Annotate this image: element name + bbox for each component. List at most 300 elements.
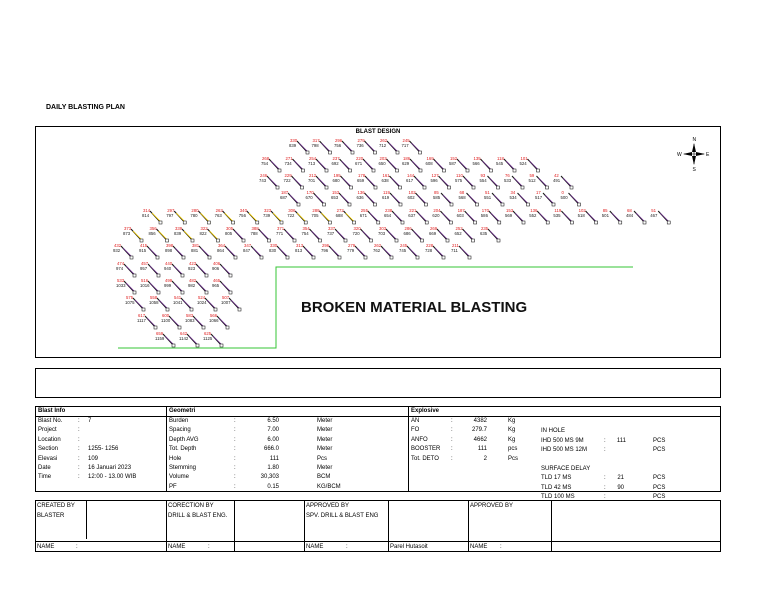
hole-marker [328, 221, 331, 224]
hole-marker [140, 239, 143, 242]
hole-firing-time: 652 [454, 231, 462, 236]
blast-hole [164, 278, 184, 294]
explosive-unit: Kg [508, 418, 516, 424]
blast-hole [280, 190, 300, 206]
hole-marker [238, 308, 241, 311]
hole-marker [133, 291, 136, 294]
hole-delay-number: 323 [264, 208, 272, 213]
hole-delay-number: 102 [578, 208, 586, 213]
hole-delay-number: 245 [402, 138, 410, 143]
hole-marker [446, 239, 449, 242]
hole-delay-number: 423 [189, 261, 197, 266]
hole-delay-number: 347 [244, 243, 252, 248]
blast-hole [113, 243, 133, 259]
blast-hole [191, 243, 211, 259]
hole-marker [312, 256, 315, 259]
blast-hole [263, 208, 283, 224]
hole-delay-number: 93 [480, 173, 486, 178]
blast-hole [332, 156, 352, 172]
hole-delay-number: 34 [510, 190, 516, 195]
hole-marker [242, 239, 245, 242]
hole-firing-time: 1041 [173, 300, 183, 305]
hole-firing-time: 737 [327, 231, 335, 236]
blast-hole [510, 190, 530, 206]
geometri-unit: Meter [317, 427, 333, 434]
blast-hole [221, 295, 241, 311]
hole-firing-time: 587 [449, 161, 457, 166]
hole-delay-number: 187 [457, 208, 465, 213]
hole-firing-time: 873 [123, 231, 131, 236]
hole-firing-time: 1117 [137, 318, 146, 323]
blast-hole [402, 138, 422, 154]
geometri-label: Hole [169, 455, 182, 462]
blast-hole [217, 243, 237, 259]
blast-info-sep: : [78, 474, 80, 481]
hole-firing-time: 680 [332, 178, 340, 183]
hole-marker [522, 221, 525, 224]
hole-delay-number: 317 [312, 138, 320, 143]
hole-firing-time: 687 [280, 195, 288, 200]
blast-hole [311, 208, 331, 224]
hole-marker [191, 239, 194, 242]
hole-marker [166, 308, 169, 311]
column-divider [408, 407, 409, 491]
hole-marker [205, 274, 208, 277]
blast-hole [373, 243, 393, 259]
hole-firing-time: 720 [352, 231, 360, 236]
hole-marker [351, 151, 354, 154]
hole-firing-time: 688 [335, 213, 343, 218]
name-label-3: NAME [306, 544, 324, 550]
hole-marker [329, 151, 332, 154]
hole-firing-time: 906 [212, 266, 220, 271]
blast-info-label: Date [38, 465, 51, 471]
hole-delay-number: 228 [426, 243, 434, 248]
hole-delay-number: 457 [141, 261, 149, 266]
hole-firing-time: 813 [295, 248, 303, 253]
in-hole-unit: PCS [653, 447, 666, 454]
geometri-sep: : [234, 483, 236, 490]
hole-marker [217, 239, 220, 242]
blast-hole [360, 208, 380, 224]
blast-hole [520, 156, 540, 172]
hole-delay-number: 127 [431, 173, 439, 178]
hole-marker [226, 326, 229, 329]
hole-firing-time: 713 [308, 161, 316, 166]
hole-firing-time: 923 [188, 266, 196, 271]
hole-delay-number: 465 [213, 278, 221, 283]
hole-marker [372, 169, 375, 172]
hole-marker [229, 291, 232, 294]
hole-marker [256, 221, 259, 224]
hole-delay-number: 600 [162, 313, 170, 318]
blast-hole [529, 173, 549, 189]
column-divider [388, 501, 389, 551]
explosive-label: FO [411, 427, 420, 434]
blast-hole [480, 226, 500, 242]
explosive-label: BOOSTER [411, 446, 441, 453]
in-hole-label: IHD 500 MS 9M [541, 437, 584, 444]
name-sep-3: : [346, 544, 348, 550]
blast-hole [357, 173, 377, 189]
geometri-unit: KG/BCM [317, 483, 341, 490]
hole-delay-number: 337 [328, 226, 336, 231]
hole-firing-time: 534 [509, 195, 517, 200]
blast-hole [408, 190, 428, 206]
hole-delay-number: 68 [459, 190, 465, 195]
blast-hole [384, 208, 404, 224]
hole-firing-time: 830 [269, 248, 277, 253]
explosive-sep: : [451, 446, 453, 453]
hole-marker [416, 256, 419, 259]
hole-delay-number: 541 [174, 295, 182, 300]
blast-hole [243, 243, 263, 259]
hole-firing-time: 575 [455, 178, 463, 183]
hole-marker [190, 308, 193, 311]
explosive-label: AN [411, 418, 420, 424]
hole-marker [208, 256, 211, 259]
hole-firing-time: 722 [283, 178, 291, 183]
hole-delay-number: 575 [126, 295, 134, 300]
hole-marker [450, 203, 453, 206]
blast-hole [399, 243, 419, 259]
column-divider [166, 407, 167, 491]
blast-hole [379, 138, 399, 154]
hole-firing-time: 805 [225, 231, 233, 236]
explosive-unit: Kg [508, 436, 516, 443]
blast-info-label: Section [38, 446, 59, 453]
hole-delay-number: 51 [485, 190, 490, 195]
hole-marker [302, 169, 305, 172]
geometri-sep: : [234, 418, 236, 424]
hole-marker [395, 239, 398, 242]
hole-firing-time: 756 [238, 213, 246, 218]
geometri-value: 7.00 [267, 427, 279, 434]
column-divider [234, 501, 235, 551]
blast-hole [425, 243, 445, 259]
blast-hole [212, 278, 232, 294]
hole-delay-number: 566 [210, 313, 218, 318]
hole-marker [130, 256, 133, 259]
hole-firing-time: 957 [140, 266, 148, 271]
hole-marker [232, 221, 235, 224]
blast-hole [285, 156, 305, 172]
hole-firing-time: 1024 [197, 300, 207, 305]
hole-delay-number: 474 [117, 261, 125, 266]
hole-marker [323, 203, 326, 206]
hole-firing-time: 608 [425, 161, 433, 166]
hole-delay-number: 254 [309, 156, 317, 161]
hole-marker [181, 274, 184, 277]
hole-firing-time: 535 [553, 213, 561, 218]
hole-delay-number: 415 [140, 243, 148, 248]
hole-marker [234, 256, 237, 259]
hole-delay-number: 262 [374, 243, 382, 248]
hole-firing-time: 881 [191, 248, 199, 253]
blast-hole [251, 226, 271, 242]
geometri-label: Spacing [169, 427, 191, 434]
explosive-sep: : [451, 455, 453, 462]
hole-delay-number: 440 [165, 261, 173, 266]
hole-delay-number: 340 [239, 208, 247, 213]
hole-firing-time: 736 [356, 143, 364, 148]
hole-delay-number: 406 [213, 261, 221, 266]
blast-hole [481, 208, 501, 224]
hole-delay-number: 51 [651, 208, 656, 213]
hole-firing-time: 847 [243, 248, 251, 253]
hole-firing-time: 518 [577, 213, 585, 218]
hole-firing-time: 798 [311, 143, 319, 148]
hole-firing-time: 585 [433, 195, 441, 200]
surface-delay-value: 90 [617, 484, 624, 491]
hole-delay-number: 330 [290, 138, 298, 143]
geometri-unit: Meter [317, 446, 333, 453]
blast-hole [188, 278, 208, 294]
hole-marker [348, 203, 351, 206]
hole-firing-time: 762 [373, 248, 381, 253]
blast-hole [561, 190, 581, 206]
hole-marker [501, 203, 504, 206]
hole-delay-number: 118 [497, 156, 504, 161]
hole-marker [498, 221, 501, 224]
hole-delay-number: 268 [262, 156, 270, 161]
blast-hole [650, 208, 670, 224]
hole-marker [338, 256, 341, 259]
hole-delay-number: 186 [403, 156, 411, 161]
hole-marker [396, 169, 399, 172]
hole-marker [399, 186, 402, 189]
hole-firing-time: 982 [188, 283, 196, 288]
blast-hole [432, 208, 452, 224]
hole-delay-number: 238 [385, 208, 393, 213]
hole-marker [497, 239, 500, 242]
hole-marker [472, 186, 475, 189]
blast-hole [139, 243, 159, 259]
hole-delay-number: 178 [358, 173, 366, 178]
hole-firing-time: 635 [480, 231, 488, 236]
blast-info-sep: : [78, 446, 80, 453]
hole-delay-number: 229 [284, 173, 292, 178]
name-label-4: NAME [470, 544, 488, 550]
hole-marker [297, 203, 300, 206]
blast-hole [269, 243, 289, 259]
blast-info-sep: : [78, 418, 80, 424]
column-divider [86, 501, 87, 539]
hole-delay-number: 152 [450, 156, 458, 161]
hole-marker [182, 256, 185, 259]
hole-firing-time: 1083 [185, 318, 195, 323]
hole-marker [448, 186, 451, 189]
hole-delay-number: 296 [322, 243, 330, 248]
hole-delay-number: 583 [186, 313, 194, 318]
explosive-value: 4662 [473, 436, 487, 443]
hole-delay-number: 381 [192, 243, 200, 248]
hole-marker [396, 151, 399, 154]
geometri-value: 6.50 [267, 418, 279, 424]
hole-marker [220, 344, 223, 347]
correction-by-role: DRILL & BLAST ENG. [168, 513, 228, 519]
blast-hole [459, 190, 479, 206]
geometri-unit: BCM [317, 474, 331, 481]
hole-firing-time: 653 [331, 195, 339, 200]
blast-info-sep: : [78, 427, 80, 434]
compass-w: W [677, 152, 682, 158]
geometri-unit: Meter [317, 436, 333, 443]
blast-hole [261, 156, 281, 172]
hole-firing-time: 554 [479, 178, 487, 183]
hole-delay-number: 659 [156, 331, 164, 336]
explosive-sep: : [451, 418, 453, 424]
hole-marker [325, 169, 328, 172]
hole-firing-time: 566 [472, 161, 480, 166]
blast-hole [578, 208, 598, 224]
hole-marker [643, 221, 646, 224]
blast-info-label: Location [38, 436, 61, 443]
blast-hole [321, 243, 341, 259]
blast-hole [505, 208, 525, 224]
blast-hole [164, 261, 184, 277]
geometri-value: 1.80 [267, 465, 279, 471]
blast-info-value: 16 Januari 2023 [88, 465, 132, 471]
surface-delay-value: 21 [617, 475, 624, 482]
blast-hole [185, 313, 205, 329]
blast-hole [284, 173, 304, 189]
compass-n: N [692, 137, 697, 143]
hole-marker [546, 221, 549, 224]
blast-hole [166, 208, 186, 224]
blast-hole [496, 156, 516, 172]
blast-hole [353, 226, 373, 242]
hole-delay-number: 297 [167, 208, 175, 213]
hole-marker [374, 186, 377, 189]
hole-firing-time: 552 [529, 213, 537, 218]
geometri-sep: : [234, 446, 236, 453]
hole-marker [619, 221, 622, 224]
blast-design-title: BLAST DESIGN [355, 129, 401, 135]
hole-delay-number: 388 [251, 226, 259, 231]
hole-marker [306, 151, 309, 154]
approved-by-label-1: APPROVED BY [306, 503, 350, 509]
hole-marker [319, 239, 322, 242]
geometri-label: Stemming [169, 465, 197, 471]
hole-marker [172, 344, 175, 347]
hole-marker [349, 169, 352, 172]
blast-hole [116, 261, 136, 277]
hole-delay-number: 221 [409, 208, 417, 213]
hole-firing-time: 669 [429, 231, 437, 236]
hole-firing-time: 569 [505, 213, 513, 218]
hole-firing-time: 670 [305, 195, 313, 200]
hole-delay-number: 59 [529, 173, 535, 178]
blast-hole [331, 190, 351, 206]
hole-marker [183, 221, 186, 224]
hole-firing-time: 517 [535, 195, 543, 200]
hole-marker [181, 291, 184, 294]
hole-marker [293, 239, 296, 242]
created-by-role: BLASTER [37, 513, 65, 519]
blast-hole [289, 138, 309, 154]
hole-delay-number: 161 [382, 173, 390, 178]
blast-hole [200, 226, 220, 242]
hole-delay-number: 516 [141, 278, 149, 283]
hole-firing-time: 839 [174, 231, 182, 236]
hole-firing-time: 484 [626, 213, 634, 218]
geometri-header: Geometri [169, 408, 196, 414]
hole-delay-number: 271 [285, 156, 293, 161]
hole-delay-number: 135 [473, 156, 481, 161]
hole-firing-time: 717 [401, 143, 409, 148]
blast-hole [535, 190, 555, 206]
hole-firing-time: 711 [451, 248, 458, 253]
blast-hole [455, 226, 475, 242]
geometri-sep: : [234, 474, 236, 481]
hole-firing-time: 467 [650, 213, 658, 218]
compass-e: E [706, 152, 710, 158]
hole-marker [154, 326, 157, 329]
hole-marker [159, 221, 162, 224]
hole-firing-time: 603 [456, 213, 464, 218]
hole-firing-time: 743 [259, 178, 267, 183]
hole-firing-time: 1007 [221, 300, 231, 305]
hole-delay-number: 212 [309, 173, 317, 178]
blast-hole [308, 156, 328, 172]
in-hole-value: 111 [616, 437, 626, 444]
hole-firing-time: 814 [142, 213, 150, 218]
blast-hole [408, 208, 428, 224]
blast-hole [140, 261, 160, 277]
hole-delay-number: 170 [481, 208, 489, 213]
hole-delay-number: 211 [452, 243, 459, 248]
blast-hole [357, 138, 377, 154]
geometri-label: Depth AVG [169, 436, 199, 443]
hole-firing-time: 705 [311, 213, 319, 218]
geometri-unit: Pcs [317, 455, 328, 462]
geometri-unit: Meter [317, 465, 333, 471]
hole-marker [537, 169, 540, 172]
hole-firing-time: 654 [384, 213, 392, 218]
blast-hole [259, 173, 279, 189]
approved-by-label-2: APPROVED BY [470, 503, 514, 509]
hole-delay-number: 303 [379, 226, 387, 231]
in-hole-label: IHD 500 MS 12M [541, 447, 588, 454]
blast-hole [379, 156, 399, 172]
hole-marker [578, 203, 581, 206]
hole-firing-time: 671 [355, 161, 363, 166]
hole-delay-number: 17 [536, 190, 541, 195]
hole-marker [301, 186, 304, 189]
surface-delay-sep: : [604, 494, 606, 501]
compass-south-arrow-icon [692, 156, 696, 165]
hole-marker [399, 203, 402, 206]
hole-marker [202, 326, 205, 329]
hole-delay-number: 153 [506, 208, 514, 213]
compass-west-arrow-icon [683, 152, 692, 156]
correction-by-label: CORECTION BY [168, 503, 214, 509]
compass-east-arrow-icon [696, 152, 705, 156]
surface-delay-label: TLD 100 MS [541, 494, 575, 501]
surface-delay-sep: : [604, 484, 606, 491]
hole-delay-number: 432 [114, 243, 122, 248]
hole-marker [466, 169, 469, 172]
surface-delay-label: TLD 17 MS [541, 475, 572, 482]
blast-hole [457, 208, 477, 224]
hole-firing-time: 491 [553, 178, 561, 183]
hole-firing-time: 796 [321, 248, 329, 253]
blast-info-header: Blast Info [38, 408, 66, 414]
geometri-value: 0.15 [267, 483, 279, 490]
hole-delay-number: 169 [426, 156, 434, 161]
hole-delay-number: 263 [215, 208, 223, 213]
